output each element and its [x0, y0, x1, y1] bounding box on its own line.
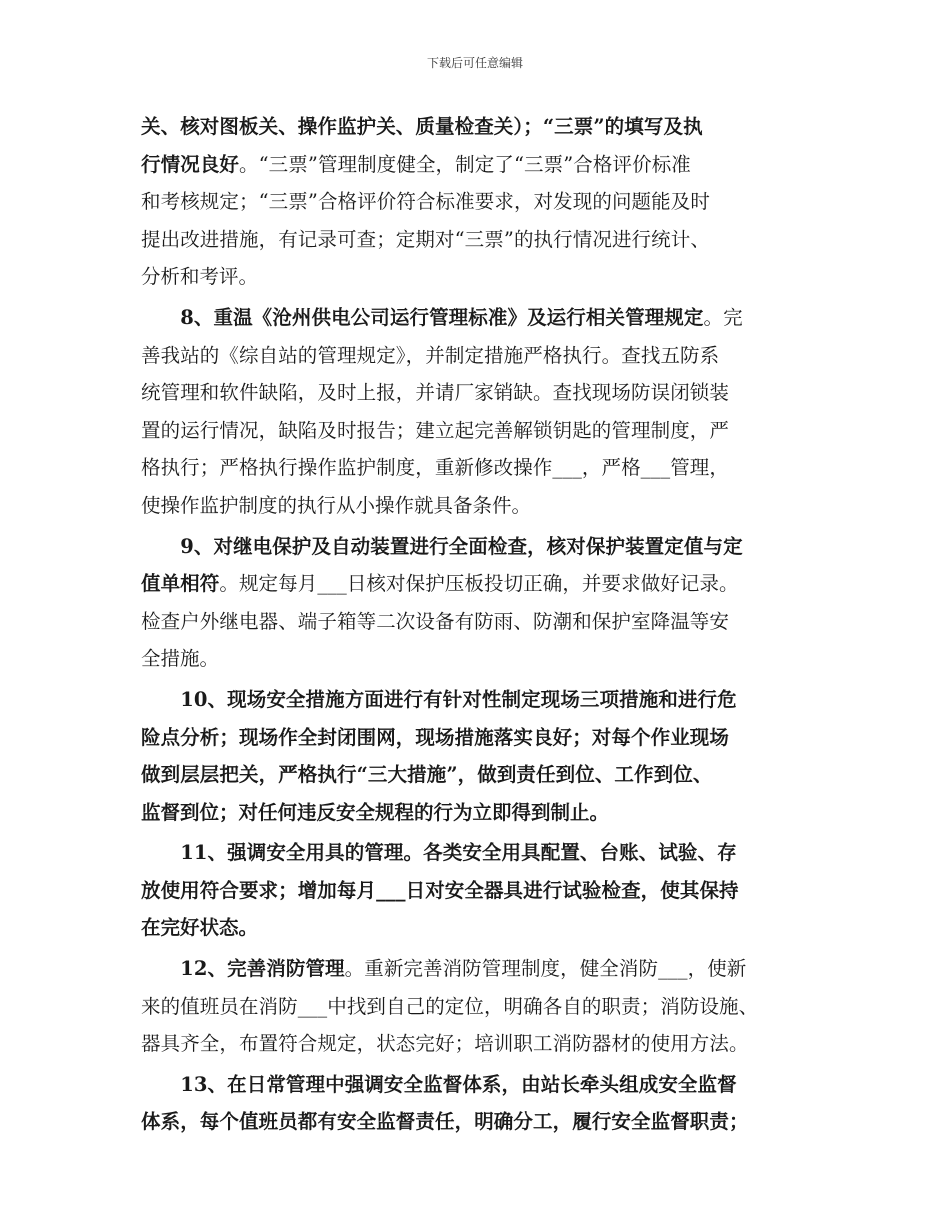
text-run: 使操作监护制度的执行从小操作就具备条件。: [141, 493, 532, 517]
bold-text-run: 放使用符合要求；增加每月___日对安全器具进行试验检查，使其保持: [141, 878, 739, 902]
text-line: [141, 756, 813, 794]
text-line: [141, 1066, 813, 1104]
text-line: [141, 950, 813, 988]
text-line: [141, 528, 813, 566]
text-line: [141, 565, 813, 603]
text-line: [141, 449, 813, 487]
text-line: [141, 146, 813, 184]
text-run: 善我站的《综自站的管理规定》，并制定措施严格执行。查找五防系: [141, 343, 720, 367]
bold-text-run: 12、完善消防管理: [141, 957, 345, 981]
bold-text-run: 体系，每个值班员都有安全监督责任，明确分工，履行安全监督职责；: [141, 1110, 749, 1134]
text-line: [141, 603, 813, 641]
bold-text-run: 10、现场安全措施方面进行有针对性制定现场三项措施和进行危: [141, 687, 737, 711]
bold-text-run: 9、对继电保护及自动装置进行全面检查，核对保护装置定值与定: [141, 534, 743, 558]
text-line: [141, 794, 813, 832]
text-run: 分析和考评。: [141, 265, 259, 289]
bold-text-run: 在完好状态。: [141, 916, 259, 940]
text-line: [141, 299, 813, 337]
bold-text-run: 8、重温《沧州供电公司运行管理标准》及运行相关管理规定: [141, 305, 704, 329]
text-line: [141, 221, 813, 259]
text-line: [141, 374, 813, 412]
text-line: [141, 1103, 813, 1141]
bold-text-run: 行情况良好: [141, 152, 240, 176]
bold-text-run: 11、强调安全用具的管理。各类安全用具配置、台账、试验、存: [141, 841, 737, 865]
bold-text-run: 险点分析；现场作全封闭围网，现场措施落实良好；对每个作业现场: [141, 725, 730, 749]
text-run: 置的运行情况，缺陷及时报告；建立起完善解锁钥匙的管理制度，严: [141, 418, 730, 442]
text-run: 。“三票”管理制度健全，制定了“三票”合格评价标准: [239, 152, 691, 176]
text-line: [141, 640, 813, 678]
text-run: 和考核规定；“三票”合格评价符合标准要求，对发现的问题能及时: [141, 190, 710, 214]
text-run: 来的值班员在消防___中找到自己的定位，明确各自的职责；消防设施、: [141, 994, 759, 1018]
text-run: 检查户外继电器、端子箱等二次设备有防雨、防潮和保护室降温等安: [141, 609, 730, 633]
text-run: 。完: [703, 305, 743, 329]
bold-text-run: 13、在日常管理中强调安全监督体系，由站长牵头组成安全监督: [141, 1072, 737, 1096]
text-line: [141, 909, 813, 947]
text-line: [141, 834, 813, 872]
text-run: 。重新完善消防管理制度，健全消防___，使新: [344, 957, 747, 981]
text-line: [141, 183, 813, 221]
text-line: [141, 988, 813, 1026]
bold-text-run: 做到层层把关，严格执行“三大措施”，做到责任到位、工作到位、: [141, 763, 713, 787]
text-line: [141, 681, 813, 719]
text-line: [141, 258, 813, 296]
document-body: [141, 108, 813, 1141]
text-line: [141, 412, 813, 450]
text-run: 提出改进措施，有记录可查；定期对“三票”的执行情况进行统计、: [141, 227, 710, 251]
text-run: 。规定每月___日核对保护压板投切正确，并要求做好记录。: [219, 572, 739, 596]
text-line: [141, 337, 813, 375]
bold-text-run: 值单相符: [141, 572, 220, 596]
text-line: [141, 1025, 813, 1063]
page-header: 下载后可任意编辑: [426, 56, 523, 70]
text-run: 格执行；严格执行操作监护制度，重新修改操作___，严格___管理，: [141, 456, 729, 480]
text-line: [141, 108, 813, 146]
text-line: [141, 872, 813, 910]
bold-text-run: 监督到位；对任何违反安全规程的行为立即得到制止。: [141, 800, 610, 824]
text-run: 器具齐全，布置符合规定，状态完好；培训职工消防器材的使用方法。: [141, 1032, 749, 1056]
bold-text-run: 关、核对图板关、操作监护关、质量检查关）；“三票”的填写及执: [141, 115, 703, 138]
text-line: [141, 719, 813, 757]
text-line: [141, 487, 813, 525]
text-run: 统管理和软件缺陷，及时上报，并请厂家销缺。查找现场防误闭锁装: [141, 381, 730, 405]
text-run: 全措施。: [141, 647, 220, 671]
